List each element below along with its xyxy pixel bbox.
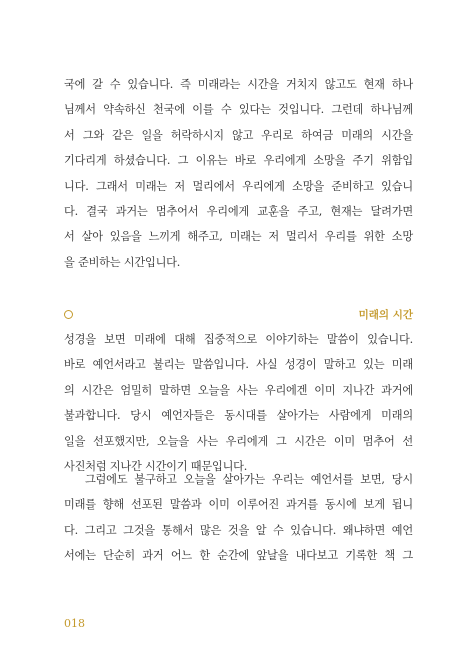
paragraph-3 bbox=[64, 467, 413, 569]
text-line: 불과합니다. 당시 예언자들은 동시대를 살아가는 사람에게 미래의 bbox=[64, 409, 413, 423]
text-line: 서 그와 같은 일을 허락하시지 않고 우리로 하여금 미래의 시간을 bbox=[64, 128, 413, 142]
text-line: 그럼에도 불구하고 오늘을 살아가는 우리는 예언서를 보면, 당시 bbox=[64, 473, 413, 486]
text-line: 서에는 단순히 과거 어느 한 순간에 앞날을 내다보고 기록한 책 그 bbox=[64, 549, 413, 563]
text-line: 님께서 약속하신 천국에 이를 수 있다는 것입니다. 그런데 하나님께 bbox=[64, 103, 413, 117]
text-line: 일을 선포했지만, 오늘을 사는 우리에게 그 시간은 이미 멈추어 선 bbox=[64, 434, 413, 448]
text-line: 사진처럼 지나간 시간이기 때문입니다. bbox=[64, 460, 248, 474]
text-line: 성경을 보면 미래에 대해 집중적으로 이야기하는 말씀이 있습니다. bbox=[64, 333, 413, 346]
text-line: 을 준비하는 시간입니다. bbox=[64, 255, 181, 269]
paragraph-2 bbox=[64, 327, 413, 479]
text-line: 니다. 그래서 미래는 저 멀리에서 우리에게 소망을 준비하고 있습니 bbox=[64, 179, 413, 193]
text-line: 국에 갈 수 있습니다. 즉 미래라는 시간을 거치지 않고도 현재 하나 bbox=[64, 78, 413, 91]
text-line: 미래를 향해 선포된 말씀과 이미 이루어진 과거를 동시에 보게 됩니 bbox=[64, 498, 413, 512]
text-line: 바로 예언서라고 불리는 말씀입니다. 사실 성경이 말하고 있는 미래 bbox=[64, 358, 413, 372]
text-line: 의 시간은 엄밀히 말하면 오늘을 사는 우리에겐 이미 지나간 과거에 bbox=[64, 383, 413, 397]
text-line: 다. 그리고 그것을 통해서 많은 것을 알 수 있습니다. 왜냐하면 예언 bbox=[64, 523, 413, 537]
text-line: 다. 결국 과거는 멈추어서 우리에게 교훈을 주고, 현재는 달려가면 bbox=[64, 205, 413, 219]
paragraph-1 bbox=[64, 72, 413, 275]
circle-icon bbox=[64, 310, 73, 319]
section-header bbox=[64, 307, 413, 323]
page-number: 018 bbox=[64, 617, 85, 630]
text-line: 서 살아 있음을 느끼게 해주고, 미래는 저 멀리서 우리를 위한 소망 bbox=[64, 230, 413, 244]
text-line: 기다리게 하셨습니다. 그 이유는 바로 우리에게 소망을 주기 위함입 bbox=[64, 154, 413, 168]
section-title: 미래의 시간 bbox=[358, 309, 413, 321]
